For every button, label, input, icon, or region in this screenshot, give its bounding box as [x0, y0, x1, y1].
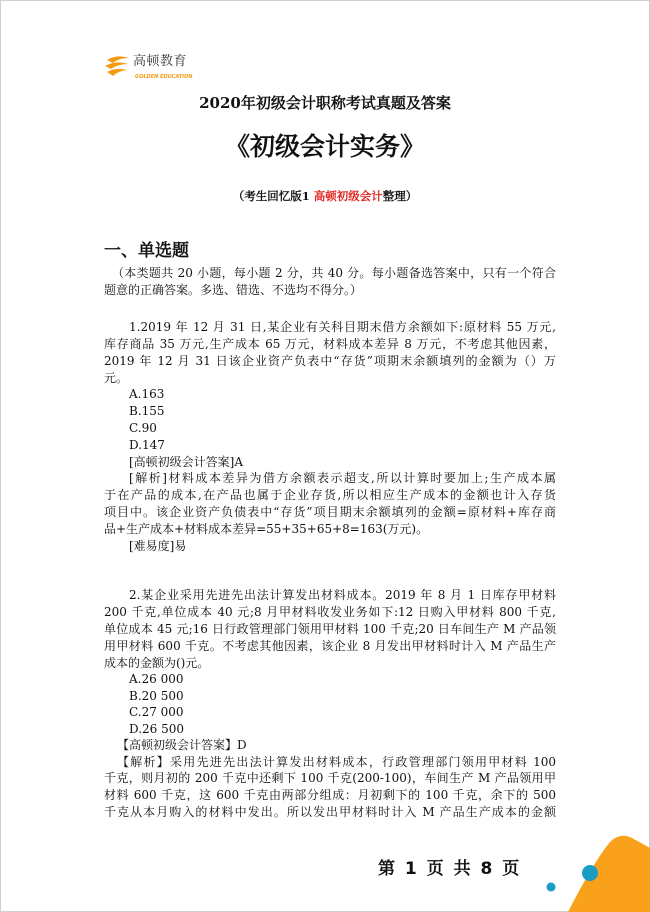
question-1-analysis: 于在产品的成本,在产品也属于企业存货,所以相应生产成本的金额也计入存货 — [104, 488, 556, 502]
question-2-analysis: 材料 600 千克，这 600 千克由两部分组成：月初剩下的 100 千克，余下的 500 — [104, 788, 556, 802]
question-2-stem: 2.某企业采用先进先出法计算发出材料成本。2019 年 8 月 1 日库存甲材料 — [129, 588, 556, 602]
logo — [103, 50, 203, 86]
question-2-stem: 成本的金额为()元。 — [104, 656, 210, 670]
section-intro: 题意的正确答案。多选、错选、不选均不得分。） — [104, 283, 363, 297]
question-2-analysis: 【解析】采用先进先出法计算发出材料成本，行政管理部门领用甲材料 100 — [117, 755, 556, 769]
logo-wings-icon — [103, 52, 133, 82]
logo-english: GOLDEN EDUCATION — [135, 74, 193, 80]
note-highlight: 高顿初级会计 — [313, 189, 383, 203]
question-2-analysis: 千克，则月初的 200 千克中还剩下 100 千克(200-100)，车间生产 M 产品领用甲 — [104, 771, 556, 785]
question-2-answer: 【高顿初级会计答案】D — [117, 738, 247, 752]
logo-name: 高顿教育 — [133, 54, 188, 69]
page-number: 第 1 页 共 8 页 — [378, 859, 520, 879]
question-1-analysis: [解析]材料成本差异为借方余额表示超支,所以计算时要加上;生产成本属 — [129, 471, 556, 485]
question-2-option: B.20 500 — [129, 689, 184, 703]
question-1-stem: 元。 — [104, 371, 129, 385]
note-suffix: 整理） — [382, 189, 418, 203]
question-1-analysis: 品+生产成本+材料成本差异=55+35+65+8=163(万元)。 — [104, 522, 429, 536]
question-2-stem: 用甲材料 600 千克。不考虑其他因素，该企业 8 月发出甲材料时计入 M 产品生产 — [104, 639, 556, 653]
note-prefix: （考生回忆版1 — [232, 189, 314, 203]
document-title: 2020年初级会计职称考试真题及答案 — [199, 94, 451, 112]
question-1-option: D.147 — [129, 438, 165, 452]
question-1-stem: 1.2019 年 12 月 31 日,某企业有关科目期末借方余额如下:原材料 55 万元, — [129, 320, 556, 334]
question-1-stem: 库存商品 35 万元,生产成本 65 万元，材料成本差异 8 万元，不考虑其他因素， — [104, 337, 556, 351]
question-1-difficulty: [难易度]易 — [129, 539, 187, 553]
edition-note — [0, 188, 650, 204]
question-2-analysis: 千克从本月购入的材料中发出。所以发出甲材料时计入 M 产品生产成本的金额 — [104, 805, 556, 819]
question-1-analysis: 项目中。该企业资产负债表中“存货”项目期末余额填列的金额=原材料+库存商 — [104, 505, 556, 519]
question-2-stem: 200 千克,单位成本 40 元;8 月甲材料收发业务如下:12 日购入甲材料 800 千克, — [104, 605, 556, 619]
question-1-option: C.90 — [129, 421, 157, 435]
section-intro: （本类题共 20 小题，每小题 2 分，共 40 分。每小题备选答案中，只有一个符合 — [112, 266, 556, 280]
question-2-option: C.27 000 — [129, 705, 184, 719]
question-1-stem: 2019 年 12 月 31 日该企业资产负表中“存货”项期末余额填列的金额为（）万 — [104, 354, 556, 368]
question-2-stem: 单位成本 45 元;16 日行政管理部门领用甲材料 100 千克;20 日车间生产 M 产品领 — [104, 622, 556, 636]
question-1-option: A.163 — [129, 387, 165, 401]
document-subtitle: 《初级会计实务》 — [224, 132, 425, 161]
question-1-option: B.155 — [129, 404, 165, 418]
question-2-option: D.26 500 — [129, 722, 184, 736]
section-heading: 一、单选题 — [104, 241, 189, 261]
question-1-answer: [高顿初级会计答案]A — [129, 455, 244, 469]
corner-decoration-icon — [540, 820, 650, 912]
question-2-option: A.26 000 — [129, 672, 184, 686]
